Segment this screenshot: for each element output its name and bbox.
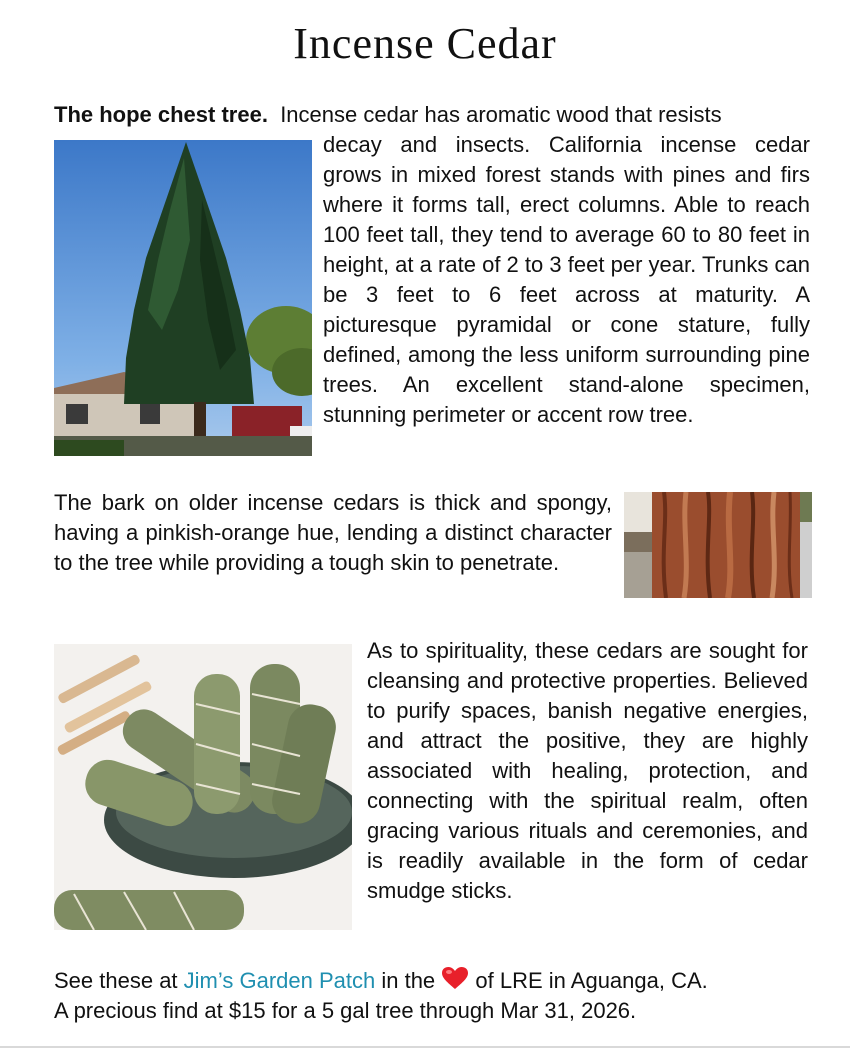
- bark-paragraph: The bark on older incense cedars is thick and spongy, having a pinkish-orange hue, lending a distinct character to the tree while providing a tough skin to penetrate.: [54, 490, 612, 575]
- cedar-tree-photo: [54, 140, 312, 456]
- intro-body: decay and insects. California incense cedar grows in mixed forest stands with pines and firs where it forms tall, erect columns. Able to reach 100 feet tall, they tend to average 60 to 80 feet in height, at a rate of 2 to 3 feet per year. Trunks can be 3 feet to 6 feet across at maturity. A picturesque pyramidal or cone stature, fully defined, among the less uniform surrounding pine trees. An excellent stand-alone specimen, stunning perimeter or accent row tree.: [323, 132, 810, 427]
- footer-prefix: See these at: [54, 968, 184, 993]
- footer-suffix: of LRE in Aguanga, CA.: [469, 968, 708, 993]
- spirituality-paragraph: As to spirituality, these cedars are sought for cleansing and protective properties. Believed to purify spaces, banish negative energies, and attract the positive, they are highly associated with healing, protection, and connecting with the spiritual realm, often gracing various rituals and ceremonies, and is readily available in the form of cedar smudge sticks.: [367, 638, 808, 903]
- intro-first-text: Incense cedar has aromatic wood that resists: [280, 102, 722, 127]
- intro-first-line: [54, 100, 810, 130]
- footer-mid: in the: [375, 968, 442, 993]
- heart-icon: [441, 966, 469, 990]
- cedar-bark-photo: [624, 492, 812, 598]
- footer-line-1: [54, 966, 834, 996]
- intro-lead: The hope chest tree.: [54, 102, 268, 127]
- bottom-divider: [0, 1046, 850, 1048]
- page-title: Incense Cedar: [293, 19, 557, 68]
- availability-footer: [54, 966, 834, 1026]
- smudge-sticks-photo: [54, 644, 352, 930]
- footer-line-2: A precious find at $15 for a 5 gal tree through Mar 31, 2026.: [54, 998, 637, 1023]
- store-name-link[interactable]: Jim’s Garden Patch: [183, 968, 376, 993]
